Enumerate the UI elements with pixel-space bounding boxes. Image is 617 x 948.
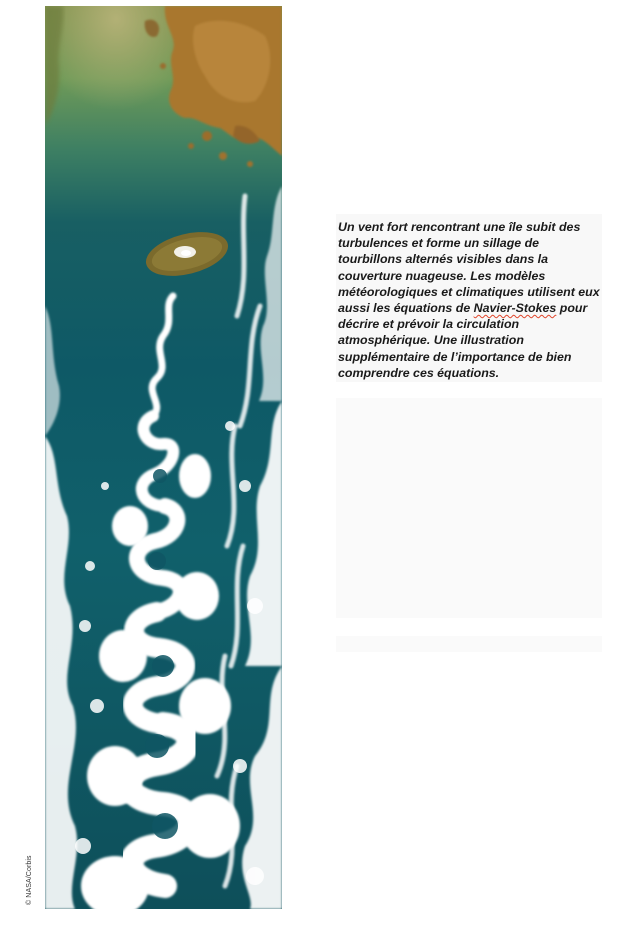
empty-strip	[336, 636, 602, 652]
caption-text-1: Un vent fort rencontrant une île subit des turbulences et forme un sillage de tourbillons alternés visibles dans la couverture nuageuse. Les modèles météorologiques et climatiques utilisent eux aussi les équations de	[338, 220, 600, 316]
caption-text-2: pour décrire et prévoir la circulation atmosphérique. Une illustration supplémentaire de l’importance de bien comprendre ces équations.	[338, 301, 588, 380]
satellite-photo	[45, 6, 282, 909]
photo-credit: © NASA/Corbis	[26, 855, 33, 905]
figure-caption	[338, 219, 602, 381]
empty-panel	[336, 398, 602, 618]
caption-term-navier-stokes: Navier-Stokes	[473, 301, 557, 316]
